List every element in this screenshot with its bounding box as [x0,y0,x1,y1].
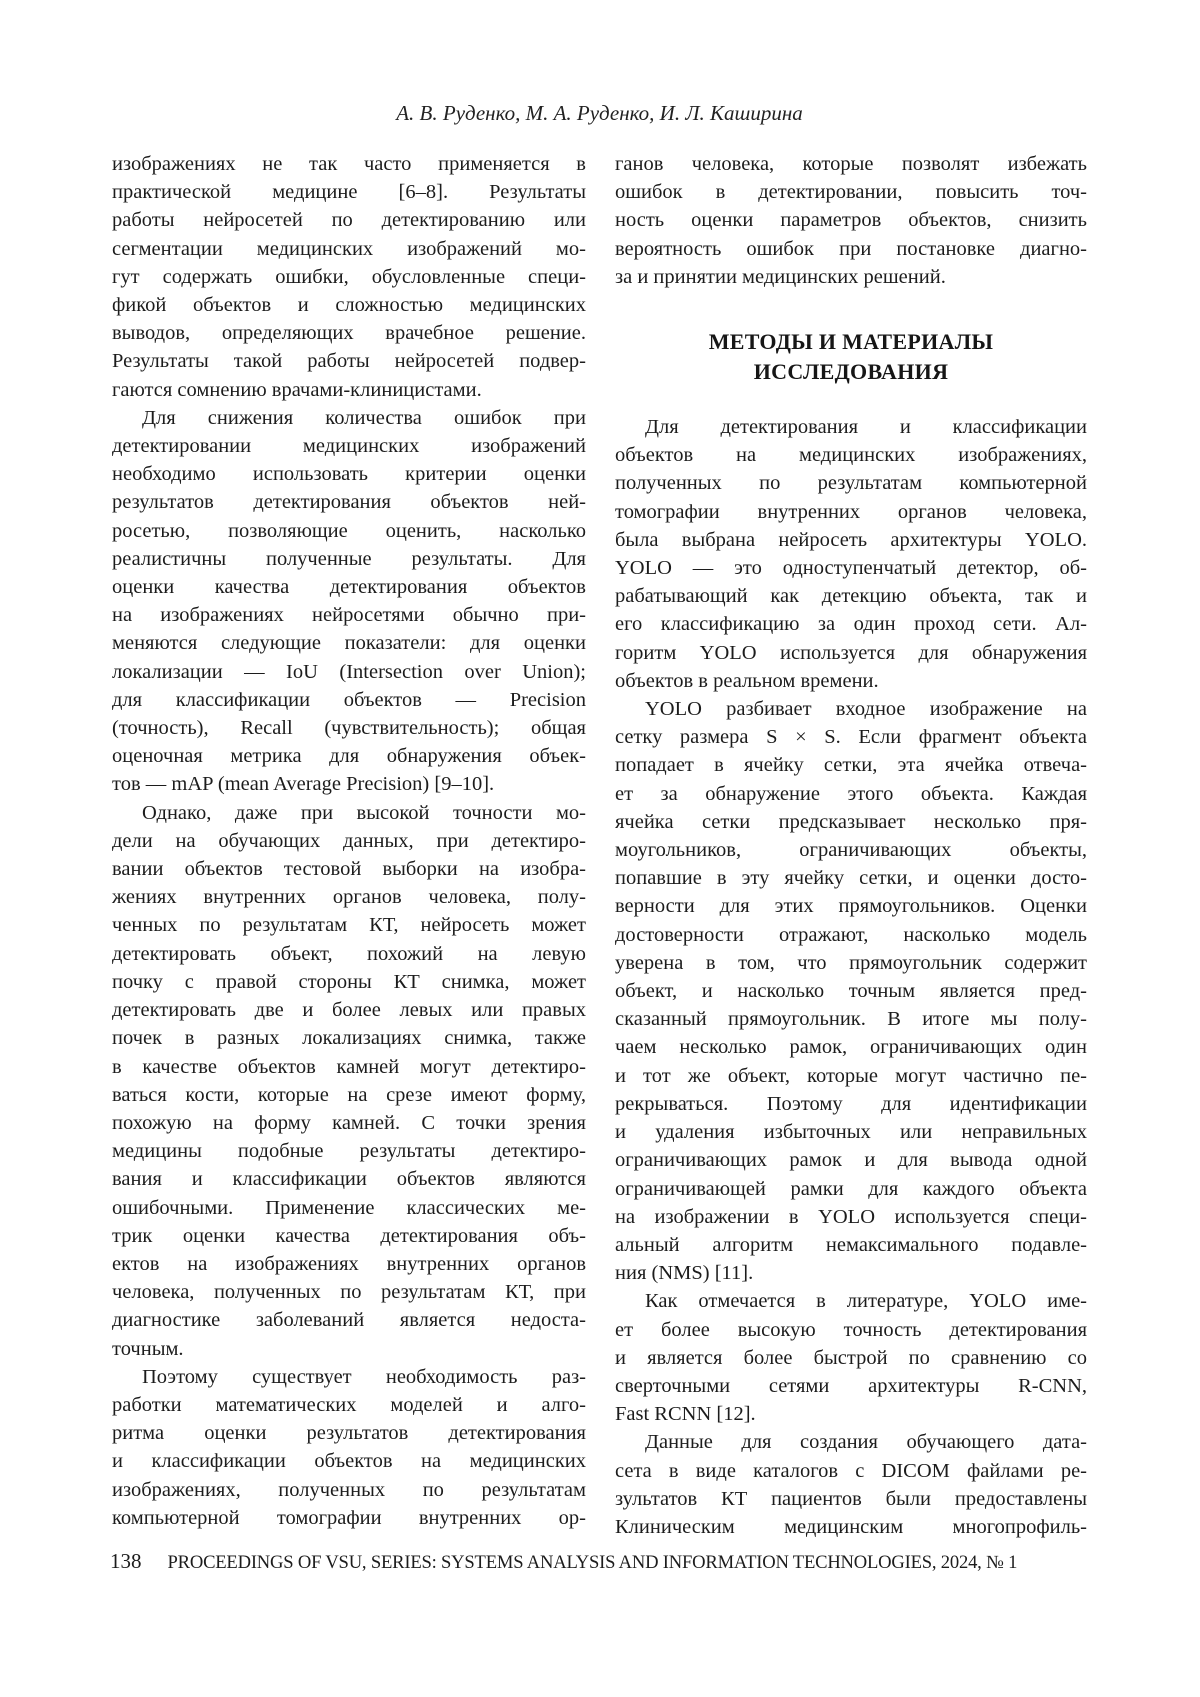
text-line: сверточными сетями архитектуры R-CNN, [615,1374,1087,1397]
text-line: томографии внутренних органов человека, [615,500,1087,523]
text-line: необходимо использовать критерии оценки [112,463,586,486]
text-line: ваться кости, которые на срезе имеют форму, [112,1083,586,1106]
text-line: и классификации объектов на медицинских [112,1450,586,1473]
text-line: ность оценки параметров объектов, снизить [615,209,1087,232]
text-line: достоверности отражают, насколько модель [615,923,1087,946]
text-line: почку с правой стороны КТ снимка, может [112,970,586,993]
section-heading [615,327,1087,387]
text-line: Однако, даже при высокой точности мо- [142,801,586,824]
text-line: вания и классификации объектов являются [112,1168,586,1191]
footer-journal-title: PROCEEDINGS OF VSU, SERIES: SYSTEMS ANALYSIS AND INFORMATION TECHNOLOGIES, 2024, № 1 [167,1552,1018,1573]
text-line: тов — mAP (mean Average Precision) [9–10]. [112,773,495,796]
text-line: Для детектирования и классификации [645,416,1087,439]
text-line: рабатывающий как детекцию объекта, так и [615,585,1087,608]
text-line: и удаления избыточных или неправильных [615,1121,1087,1144]
text-line: человека, полученных по результатам КТ, при [112,1281,586,1304]
text-line: ния (NMS) [11]. [615,1262,754,1285]
text-line: детектировать две и более левых или правых [112,999,586,1022]
text-line: сегментации медицинских изображений мо- [112,237,586,260]
page-footer [110,1549,1095,1574]
text-line: жениях внутренних органов человека, полу- [112,886,586,909]
text-line: ошибочными. Применение классических ме- [112,1196,586,1219]
text-line: похожую на форму камней. С точки зрения [112,1111,586,1134]
page-number: 138 [110,1549,142,1573]
text-line: ет более высокую точность детектирования [615,1318,1087,1341]
text-line: выводов, определяющих врачебное решение. [112,322,586,345]
text-line: трик оценки качества детектирования объ- [112,1224,586,1247]
text-line: практической медицине [6–8]. Результаты [112,181,586,204]
text-line: работы нейросетей по детектированию или [112,209,586,232]
text-line: изображениях не так часто применяется в [112,153,586,175]
text-line: ошибок в детектировании, повысить точ- [615,181,1087,204]
text-line: рекрываться. Поэтому для идентификации [615,1092,1087,1115]
text-line: Для снижения количества ошибок при [142,406,586,429]
text-line: и тот же объект, которые могут частично пе- [615,1064,1087,1087]
text-line: оценки качества детектирования объектов [112,576,586,599]
text-line: ограничивающих рамок и для вывода одной [615,1149,1087,1172]
text-line: Поэтому существует необходимость раз- [142,1365,586,1388]
text-line: за и принятии медицинских решений. [615,265,946,288]
text-line: на изображении в YOLO используется специ- [615,1205,1087,1228]
text-line: оценочная метрика для обнаружения объек- [112,745,586,768]
text-line: ограничивающей рамки для каждого объекта [615,1177,1087,1200]
text-line: зультатов КТ пациентов были предоставлены [615,1487,1087,1510]
text-line: объект, и насколько точным является пред- [615,980,1087,1003]
text-line: горитм YOLO используется для обнаружения [615,641,1087,664]
text-line: чаем несколько рамок, ограничивающих один [615,1036,1087,1059]
text-line: моугольников, ограничивающих объекты, [615,839,1087,862]
text-line: ячейка сетки предсказывает несколько пря- [615,810,1087,833]
text-line: вероятность ошибок при постановке диагно- [615,237,1087,260]
text-line: вании объектов тестовой выборки на изобра- [112,858,586,881]
text-line: Клиническим медицинским многопрофиль- [615,1515,1087,1538]
text-line: компьютерной томографии внутренних ор- [112,1506,586,1529]
text-line: попавшие в эту ячейку сетки, и оценки досто- [615,867,1087,890]
text-line: его классификацию за один проход сети. Ал- [615,613,1087,636]
text-line: изображениях, полученных по результатам [112,1478,586,1501]
authors-header: А. В. Руденко, М. А. Руденко, И. Л. Каширина [396,101,803,125]
text-line: гут содержать ошибки, обусловленные специ- [112,265,586,288]
text-line: точным. [112,1337,184,1360]
right-column-body [615,413,1087,1541]
text-line: на изображениях нейросетями обычно при- [112,604,586,627]
text-line: детектировании медицинских изображений [112,435,586,458]
text-line: для классификации объектов — Precision [112,688,586,711]
right-column-top-paragraph [615,150,1087,291]
text-line: объектов на медицинских изображениях, [615,444,1087,467]
text-line: ет за обнаружение этого объекта. Каждая [615,782,1087,805]
text-line: объектов в реальном времени. [615,669,879,692]
right-column [615,150,1087,1541]
text-line: уверена в том, что прямоугольник содержит [615,951,1087,974]
text-line: локализации — IoU (Intersection over Union); [112,660,586,683]
text-line: детектировать объект, похожий на левую [112,942,586,965]
text-line: результатов детектирования объектов ней- [112,491,586,514]
text-line: ритма оценки результатов детектирования [112,1422,586,1445]
text-line: реалистичны полученные результаты. Для [112,547,586,570]
text-line: ганов человека, которые позволят избежать [615,153,1087,175]
text-line: меняются следующие показатели: для оценки [112,632,586,655]
text-line: сказанный прямоугольник. В итоге мы полу- [615,1008,1087,1031]
text-line: Fast RCNN [12]. [615,1403,756,1426]
text-line: росетью, позволяющие оценить, насколько [112,519,586,542]
section-heading-line-1: МЕТОДЫ И МАТЕРИАЛЫ [708,329,994,355]
text-line: работки математических моделей и алго- [112,1393,586,1416]
text-line: YOLO — это одноступенчатый детектор, об- [615,557,1087,580]
text-line: попадает в ячейку сетки, эта ячейка отвеча- [615,754,1087,777]
text-line: Как отмечается в литературе, YOLO име- [645,1290,1087,1313]
text-line: полученных по результатам компьютерной [615,472,1087,495]
text-line: медицины подобные результаты детектиро- [112,1140,586,1163]
text-line: почек в разных локализациях снимка, также [112,1027,586,1050]
section-heading-line-2: ИССЛЕДОВАНИЯ [753,359,949,385]
text-line: ченных по результатам КТ, нейросеть может [112,914,586,937]
text-line: YOLO разбивает входное изображение на [645,698,1087,721]
text-line: дели на обучающих данных, при детектиро- [112,829,586,852]
text-line: ектов на изображениях внутренних органов [112,1252,586,1275]
text-line: в качестве объектов камней могут детектиро- [112,1055,586,1078]
text-line: Результаты такой работы нейросетей подвер- [112,350,586,373]
text-line: была выбрана нейросеть архитектуры YOLO. [615,528,1087,551]
text-line: верности для этих прямоугольников. Оценки [615,895,1087,918]
left-column [112,150,586,1532]
text-line: диагностике заболеваний является недоста- [112,1309,586,1332]
text-line: Данные для создания обучающего дата- [645,1431,1087,1454]
text-line: (точность), Recall (чувствительность); общая [112,717,586,740]
text-line: и является более быстрой по сравнению со [615,1346,1087,1369]
text-line: фикой объектов и сложностью медицинских [112,294,586,317]
text-line: сета в виде каталогов с DICOM файлами ре- [615,1459,1087,1482]
text-line: гаются сомнению врачами-клиницистами. [112,378,482,401]
text-line: сетку размера S × S. Если фрагмент объекта [615,726,1087,749]
text-line: альный алгоритм немаксимального подавле- [615,1233,1087,1256]
